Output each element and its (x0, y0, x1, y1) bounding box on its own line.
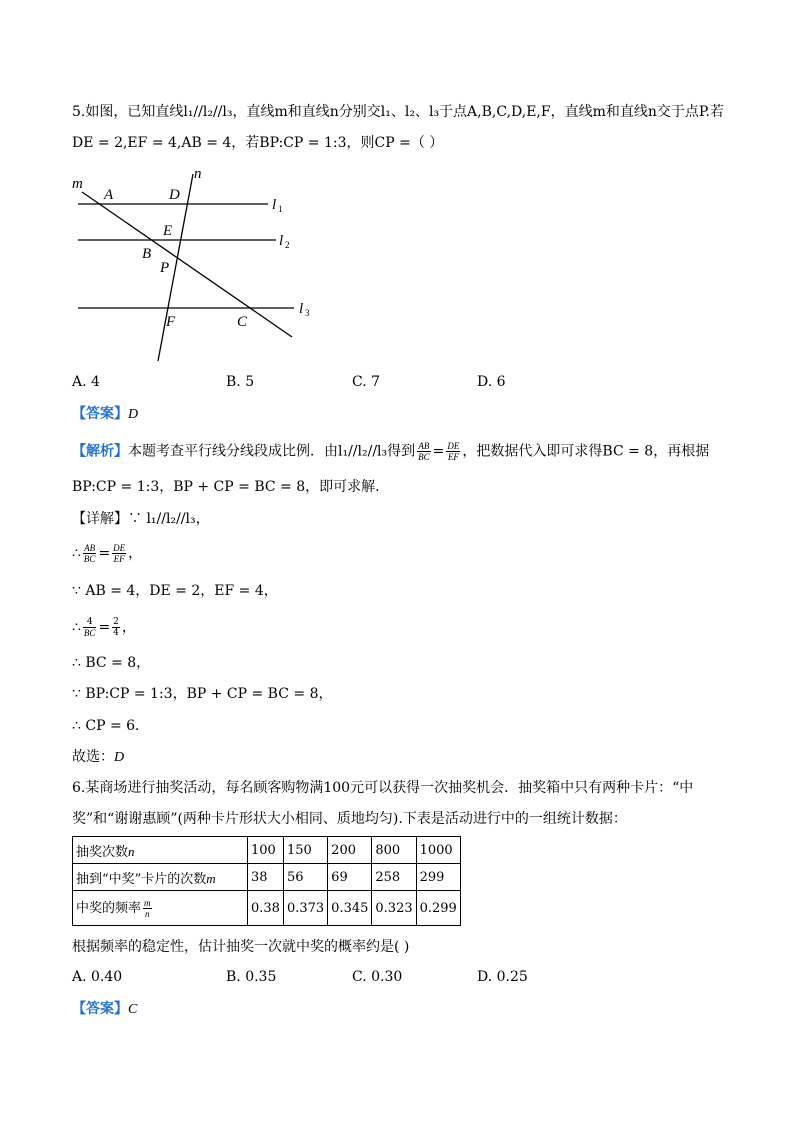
label-l1-sub: 1 (278, 204, 283, 214)
analysis-equals: = (432, 443, 445, 460)
answer-value: C (128, 1002, 138, 1017)
line-m (82, 192, 292, 337)
label-F: F (166, 314, 176, 330)
analysis-fraction-de-ef: $\frac{DE}{EF}$ (447, 441, 460, 462)
label-l3: l (299, 301, 304, 317)
table-cell: 0.299 (416, 891, 460, 926)
table-cell: 0.38 (248, 891, 284, 926)
label-m: m (72, 176, 83, 192)
detail-fraction-de-ef: $\frac{DE}{EF}$ (113, 543, 126, 564)
detail-fraction-2-4: $\frac{2}{4}$ (113, 617, 119, 638)
q5-detail-line2 (72, 543, 142, 564)
table-cell: 1000 (416, 837, 460, 864)
table-cell: 200 (328, 837, 372, 864)
q6-option-b: B. 0.35 (226, 969, 277, 985)
label-A: A (104, 187, 114, 203)
label-l2: l (279, 233, 284, 249)
table-cell: 150 (283, 837, 327, 864)
detail-comma: ， (128, 545, 143, 562)
q6-stem-line1: 6.某商场进行抽奖活动，每名顾客购物满100元可以获得一次抽奖机会．抽奖箱中只有两种卡片：“中 (72, 780, 694, 796)
table-cell: 299 (416, 864, 460, 891)
analysis-tag: 【解析】 (72, 443, 128, 460)
analysis-text-a: 本题考查平行线分线段成比例．由l₁//l₂//l₃得到 (128, 443, 416, 460)
detail-tag: 【详解】 (72, 511, 128, 527)
q5-detail-line1 (72, 509, 210, 529)
row-header-draws: 抽奖次数n (73, 837, 248, 864)
label-B: B (142, 246, 152, 262)
table-row (73, 891, 461, 926)
detail-fraction-ab-bc: $\frac{AB}{BC}$ (83, 543, 96, 564)
detail-equals: = (98, 619, 111, 636)
table-row (73, 837, 461, 864)
table-cell: 38 (248, 864, 284, 891)
q5-analysis-line2: BP:CP = 1:3，BP + CP = BC = 8，即可求解． (72, 479, 390, 495)
q6-option-a: A. 0.40 (72, 969, 123, 985)
table-cell: 0.345 (328, 891, 372, 926)
row-header-frequency: 中奖的频率 $\frac{m}{n}$ (73, 891, 248, 926)
q5-detail-line7: ∴ CP = 6． (72, 718, 150, 734)
q5-option-b: B. 5 (226, 374, 255, 390)
q5-answer-line (72, 404, 138, 425)
label-n: n (194, 166, 202, 182)
answer-tag: 【答案】 (72, 406, 128, 422)
q5-option-d: D. 6 (477, 374, 506, 390)
table-cell: 0.323 (372, 891, 416, 926)
analysis-text-b: ，把数据代入即可求得BC = 8，再根据 (462, 443, 710, 460)
q5-stem-line1: 5.如图，已知直线l₁//l₂//l₃，直线m和直线n分别交l₁、l₂、l₃于点A,B,C,D,E,F，直线m和直线n交于点P.若 (72, 104, 724, 120)
frequency-fraction-m-n: $\frac{m}{n}$ (144, 898, 151, 919)
row-header-wins: 抽到“中奖”卡片的次数m (73, 864, 248, 891)
therefore-symbol: ∴ (72, 619, 81, 636)
label-E: E (163, 223, 173, 239)
label-P: P (160, 260, 170, 276)
label-l1: l (272, 197, 277, 213)
q5-analysis-line1 (72, 441, 709, 462)
q5-detail-line5: ∴ BC = 8， (72, 655, 151, 671)
q6-option-d: D. 0.25 (477, 969, 528, 985)
therefore-symbol: ∴ (72, 545, 81, 562)
q5-stem-line2: DE = 2,EF = 4,AB = 4，若BP:CP = 1:3，则CP =（ ） (72, 135, 444, 151)
q5-option-c: C. 7 (352, 374, 381, 390)
q6-stem-line2: 奖”和“谢谢惠顾”(两种卡片形状大小相同、质地均匀).下表是活动进行中的一组统计数据： (72, 811, 627, 827)
table-row (73, 864, 461, 891)
label-l3-sub: 3 (305, 308, 310, 318)
q5-option-a: A. 4 (72, 374, 100, 390)
parallel-lines-diagram (66, 164, 326, 369)
label-C: C (237, 314, 248, 330)
q5-detail-line3: ∵ AB = 4，DE = 2，EF = 4， (72, 583, 278, 599)
table-cell: 56 (283, 864, 327, 891)
table-cell: 0.373 (283, 891, 327, 926)
q6-answer-line (72, 999, 137, 1020)
label-l2-sub: 2 (285, 240, 290, 250)
detail-equals: = (98, 545, 111, 562)
answer-tag: 【答案】 (72, 1001, 128, 1017)
q6-question: 根据频率的稳定性，估计抽奖一次就中奖的概率约是( ) (72, 939, 410, 955)
detail-comma: ， (121, 619, 136, 636)
conclusion-value: D (114, 750, 125, 765)
detail-fraction-4-bc: $\frac{4}{BC}$ (83, 617, 96, 638)
q5-detail-line6: ∵ BP:CP = 1:3，BP + CP = BC = 8， (72, 686, 333, 702)
table-cell: 100 (248, 837, 284, 864)
detail-step-1: ∵ l₁//l₂//l₃， (128, 511, 210, 527)
answer-value: D (128, 407, 139, 422)
analysis-fraction-ab-bc: $\frac{AB}{BC}$ (418, 441, 430, 462)
label-D: D (169, 187, 180, 203)
table-cell: 69 (328, 864, 372, 891)
conclusion-label: 故选： (72, 749, 114, 765)
lottery-statistics-table (72, 836, 461, 926)
q6-option-c: C. 0.30 (352, 969, 403, 985)
table-cell: 800 (372, 837, 416, 864)
q5-conclusion (72, 747, 124, 768)
table-cell: 258 (372, 864, 416, 891)
q5-detail-line4 (72, 617, 136, 638)
